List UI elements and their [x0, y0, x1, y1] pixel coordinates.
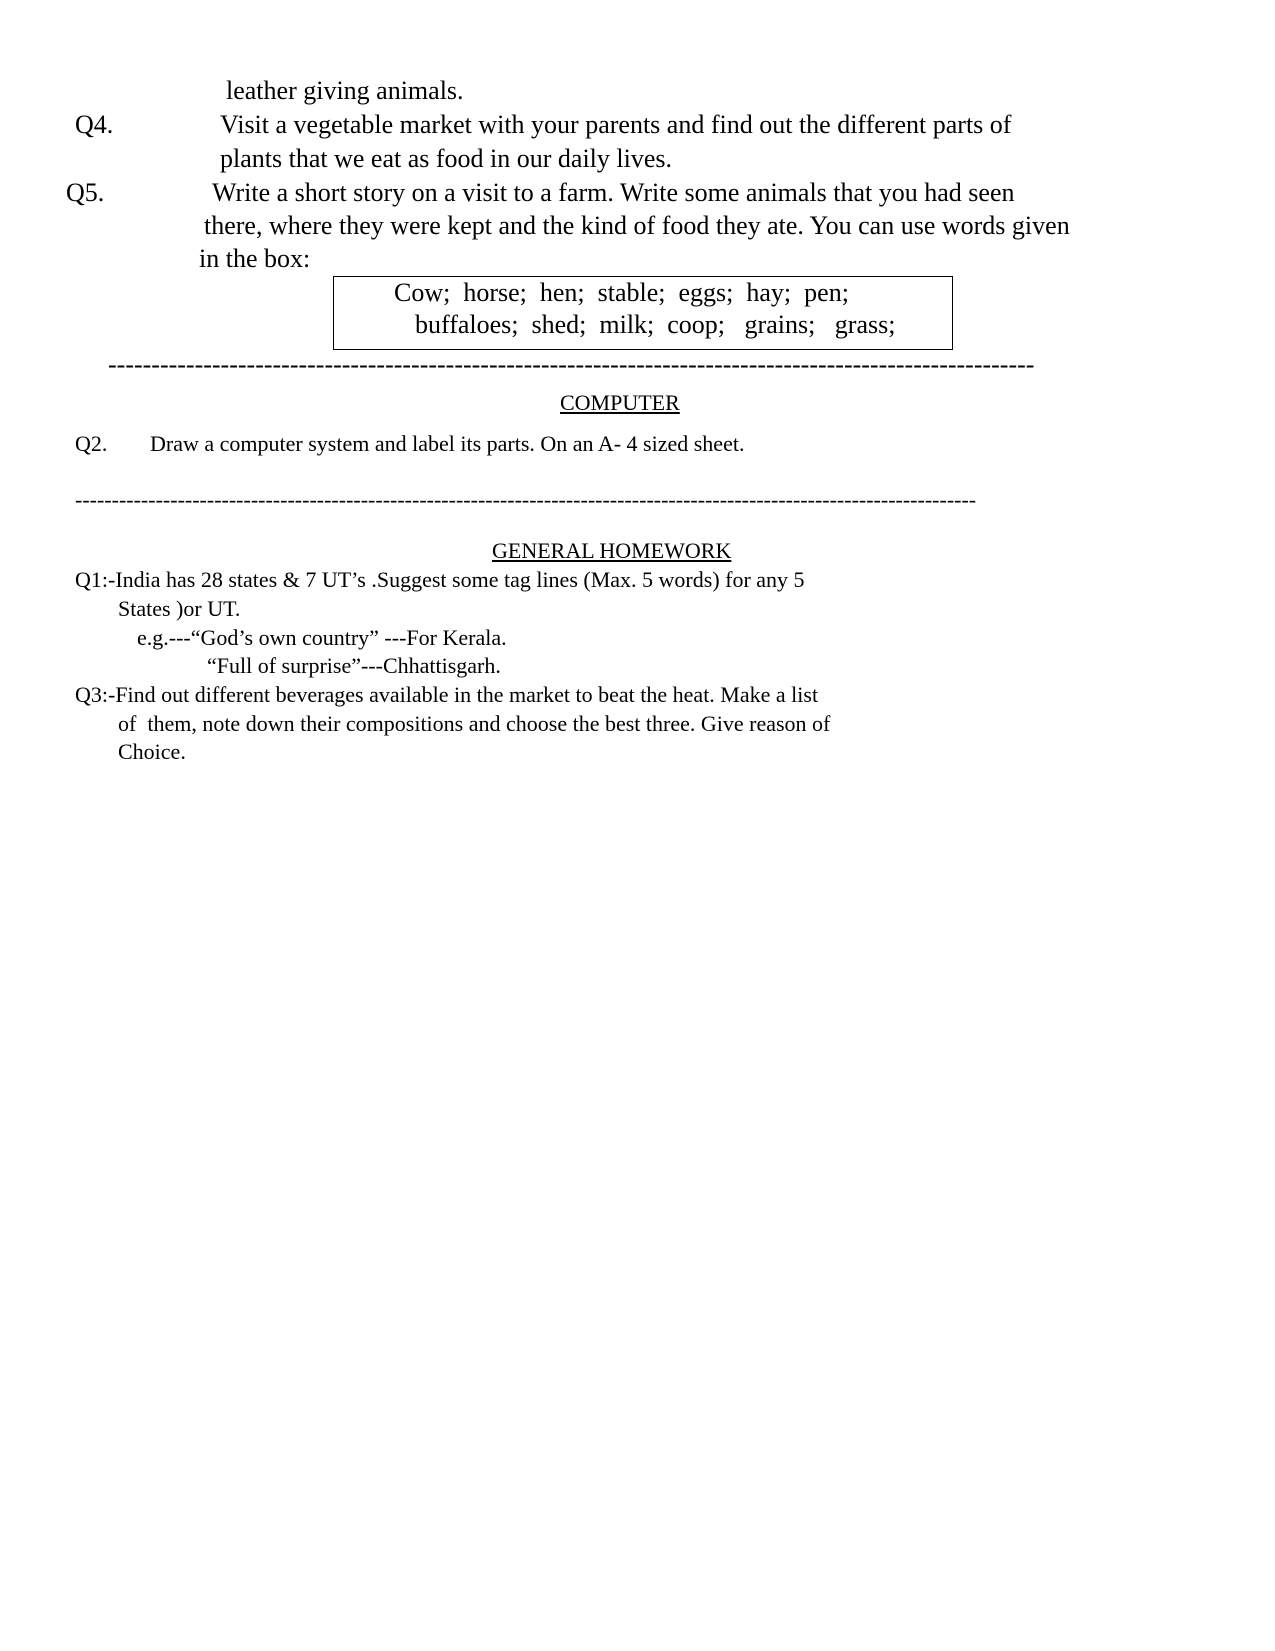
previous-question-line: leather giving animals.: [226, 76, 464, 105]
q4-text-line-2: plants that we eat as food in our daily lives.: [220, 144, 673, 173]
general-q1-line-2: States )or UT.: [118, 596, 241, 621]
q5-text-line-3: in the box:: [199, 244, 311, 273]
general-q3-line-1: Q3:-Find out different beverages available in the market to beat the heat. Make a list: [75, 682, 819, 707]
computer-heading: COMPUTER: [560, 390, 680, 415]
q5-text-line-2: there, where they were kept and the kind of food they ate. You can use words given: [204, 211, 1070, 240]
section-separator-2: ---------------------------------------------------------------------------------------------------------------------------: [75, 487, 977, 512]
general-q1-example-2: “Full of surprise”---Chhattisgarh.: [207, 653, 501, 678]
general-q3-line-3: Choice.: [118, 739, 186, 764]
word-box-line-2: buffaloes; shed; milk; coop; grains; grass;: [415, 310, 896, 339]
general-homework-heading: GENERAL HOMEWORK: [492, 538, 732, 563]
q5-number: Q5.: [66, 178, 105, 207]
q4-number: Q4.: [75, 110, 114, 139]
q4-text-line-1: Visit a vegetable market with your parents and find out the different parts of: [220, 110, 1012, 139]
computer-q2-number: Q2.: [75, 431, 108, 456]
word-box-line-1: Cow; horse; hen; stable; eggs; hay; pen;: [394, 278, 849, 307]
computer-q2-text: Draw a computer system and label its parts. On an A- 4 sized sheet.: [150, 431, 745, 456]
q5-text-line-1: Write a short story on a visit to a farm. Write some animals that you had seen: [212, 178, 1015, 207]
general-q1-example-1: e.g.---“God’s own country” ---For Kerala.: [137, 625, 507, 650]
general-q3-line-2: of them, note down their compositions and choose the best three. Give reason of: [118, 711, 831, 736]
general-q1-line-1: Q1:-India has 28 states & 7 UT’s .Suggest some tag lines (Max. 5 words) for any 5: [75, 567, 805, 592]
section-separator-1: -----------------------------------------------------------------------------------------------------------: [108, 350, 1035, 379]
